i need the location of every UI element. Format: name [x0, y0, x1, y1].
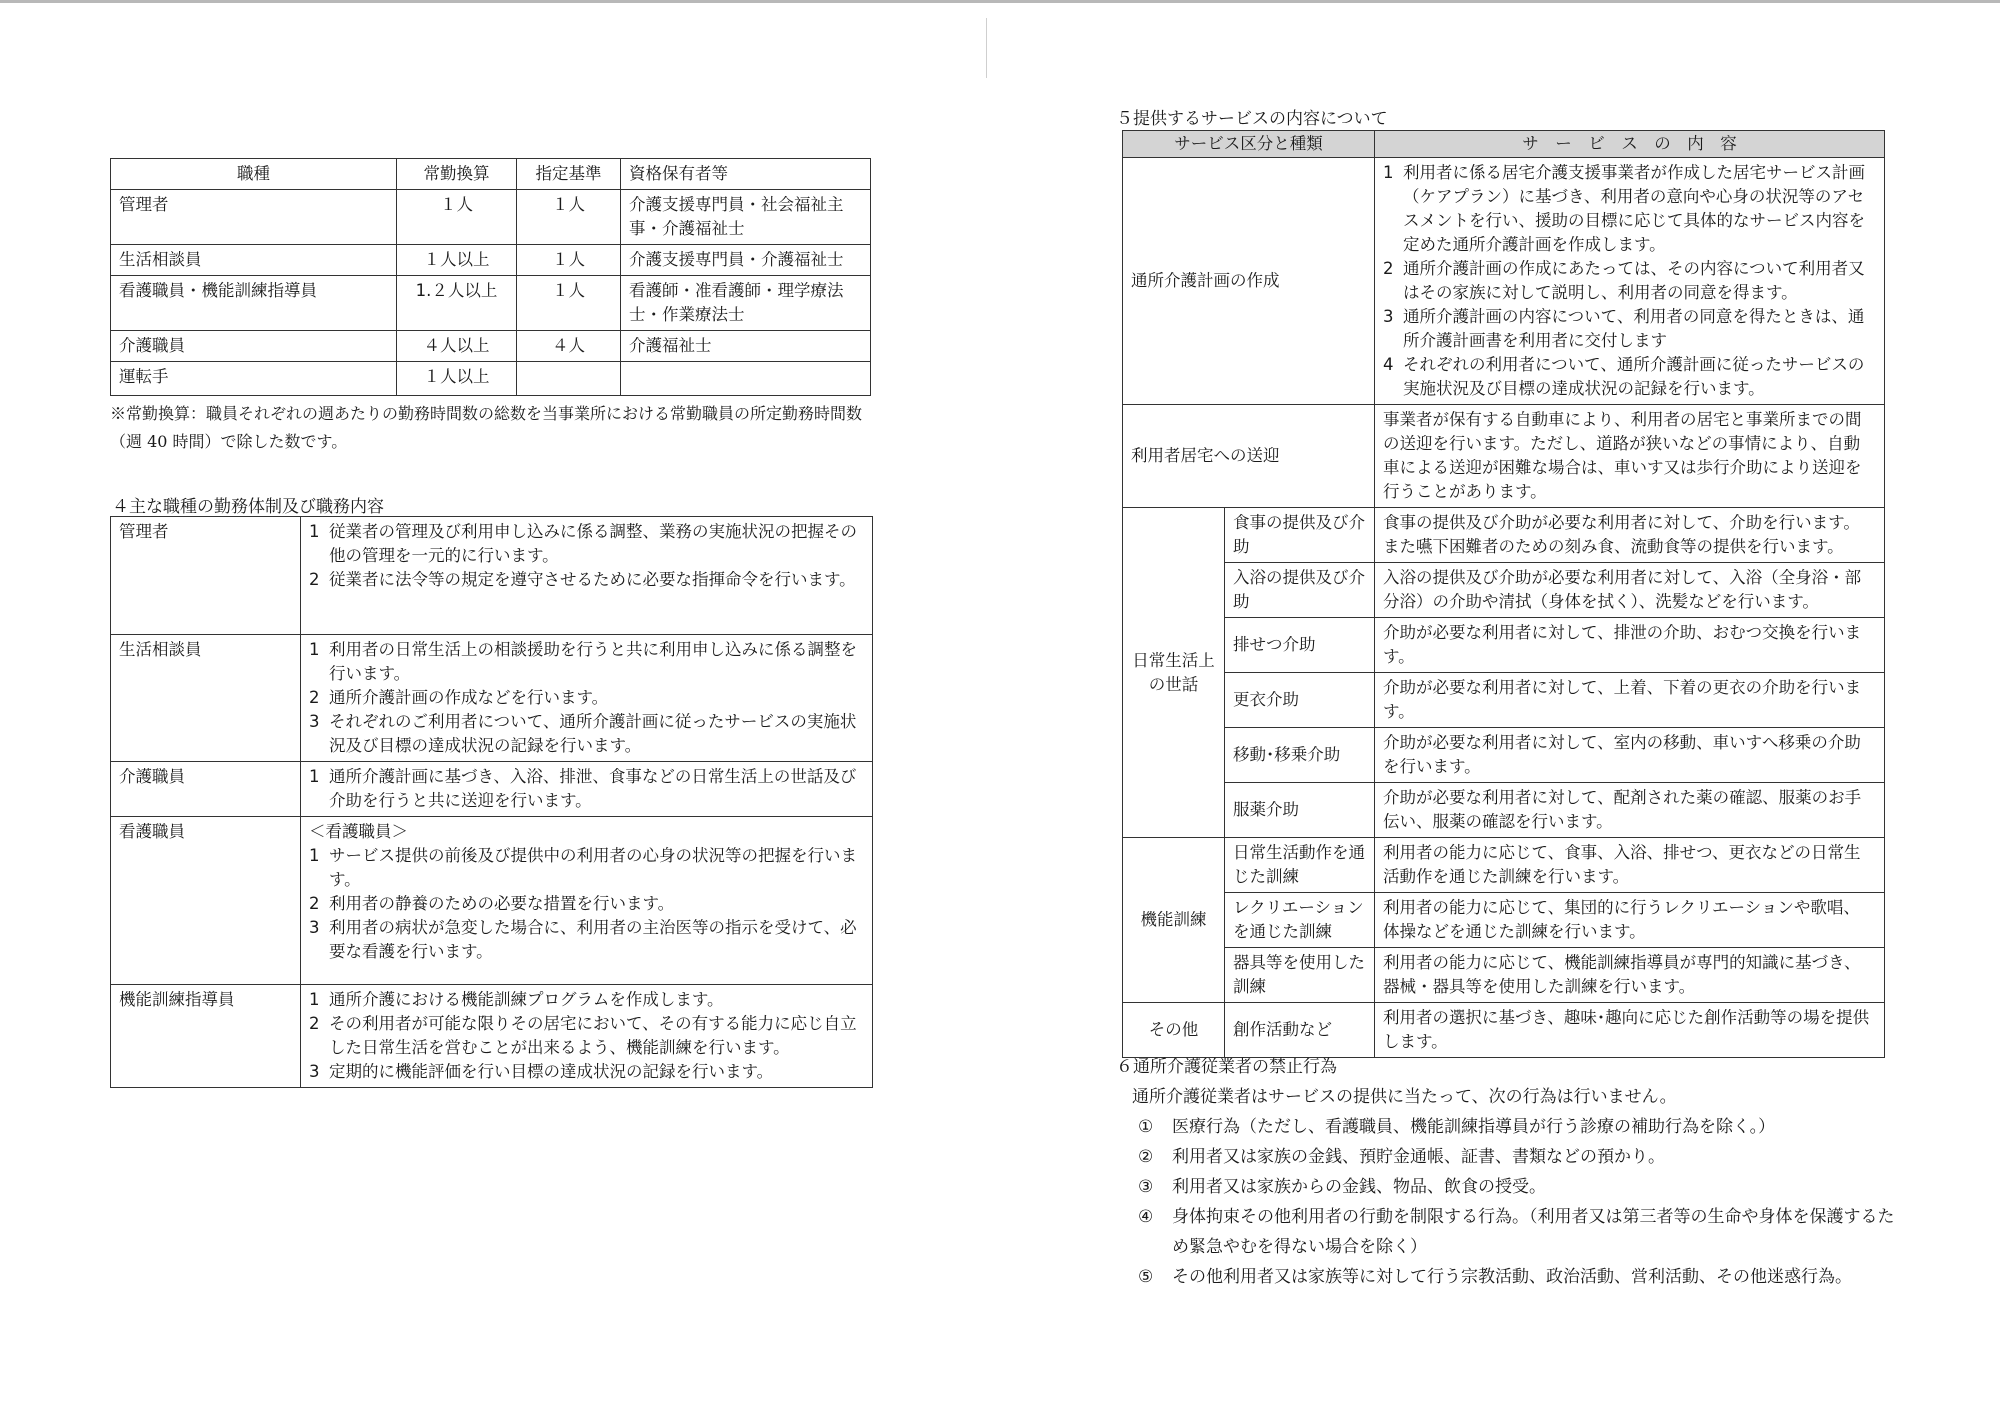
table-row [111, 362, 871, 396]
duties-table [110, 516, 873, 1088]
duty-content [301, 985, 873, 1088]
service-name: 入浴の提供及び介助 [1225, 563, 1375, 618]
other-label: その他 [1123, 1003, 1225, 1058]
service-name: 食事の提供及び介助 [1225, 508, 1375, 563]
service-content: 介助が必要な利用者に対して、排泄の介助、おむつ交換を行います。 [1375, 618, 1885, 673]
daily-care-label: 日常生活上の世話 [1123, 508, 1225, 838]
fte-cell: １人以上 [397, 245, 517, 276]
role-cell: 運転手 [111, 362, 397, 396]
transport-content: 事業者が保有する自動車により、利用者の居宅と事業所までの間の送迎を行います。ただし、道路が狭いなどの事情により、自動車による送迎が困難な場合は、車いす又は歩行介助により送迎を行うことがあります。 [1375, 405, 1885, 508]
prohibited-acts-section [1116, 1052, 1896, 1292]
service-name: 創作活動など [1225, 1003, 1375, 1058]
qualification-cell: 介護支援専門員・社会福祉主事・介護福祉士 [621, 190, 871, 245]
service-content: 介助が必要な利用者に対して、上着、下着の更衣の介助を行います。 [1375, 673, 1885, 728]
header-service-content: サ ー ビ ス の 内 容 [1375, 131, 1885, 158]
fte-cell: 1.２人以上 [397, 276, 517, 331]
table-row [1123, 618, 1885, 673]
table-row [111, 331, 871, 362]
standard-cell: ４人 [517, 331, 621, 362]
staff-table [110, 158, 871, 396]
table-row [1123, 783, 1885, 838]
role-cell: 介護職員 [111, 331, 397, 362]
fte-cell: １人 [397, 190, 517, 245]
list-item: 1 通所介護計画に基づき、入浴、排泄、食事などの日常生活上の世話及び介助を行うと共に送迎を行います。 [309, 767, 857, 810]
service-content: 利用者の能力に応じて、食事、入浴、排せつ、更衣などの日常生活動作を通じた訓練を行います。 [1375, 838, 1885, 893]
list-item: 3 定期的に機能評価を行い目標の達成状況の記録を行います。 [309, 1062, 774, 1081]
role-cell: 看護職員・機能訓練指導員 [111, 276, 397, 331]
qualification-cell [621, 362, 871, 396]
table-row [1123, 405, 1885, 508]
list-item: 2 利用者の静養のための必要な措置を行います。 [309, 894, 675, 913]
list-item: 2 通所介護計画の作成などを行います。 [309, 688, 609, 707]
standard-cell: １人 [517, 190, 621, 245]
header-qualification: 資格保有者等 [621, 159, 871, 190]
section5-title: ５提供するサービスの内容について [1116, 109, 1388, 129]
role-cell: 生活相談員 [111, 245, 397, 276]
section4-title: ４主な職種の勤務体制及び職務内容 [112, 497, 384, 517]
nurse-subheading: ＜看護職員＞ [309, 822, 408, 841]
duty-content [301, 635, 873, 762]
fte-cell: ４人以上 [397, 331, 517, 362]
role-cell: 管理者 [111, 190, 397, 245]
service-name: 日常生活動作を通じた訓練 [1225, 838, 1375, 893]
list-item: 4 それぞれの利用者について、通所介護計画に従ったサービスの実施状況及び目標の達成状況の記録を行います。 [1383, 355, 1865, 398]
standard-cell [517, 362, 621, 396]
duty-role: 看護職員 [111, 817, 301, 985]
qualification-cell: 看護師・准看護師・理学療法士・作業療法士 [621, 276, 871, 331]
list-item: 3 それぞれのご利用者について、通所介護計画に従ったサービスの実施状況及び目標の達成状況の記録を行います。 [309, 712, 857, 755]
fte-note: ※常勤換算：職員それぞれの週あたりの勤務時間数の総数を当事業所における常勤職員の所定勤務時間数（週 40 時間）で除した数です。 [110, 404, 863, 451]
table-row [111, 817, 873, 985]
table-row [1123, 563, 1885, 618]
section6-intro: 通所介護従業者はサービスの提供に当たって、次の行為は行いません。 [1132, 1087, 1677, 1107]
table-row [111, 985, 873, 1088]
service-name: 器具等を使用した訓練 [1225, 948, 1375, 1003]
service-content: 介助が必要な利用者に対して、室内の移動、車いすへ移乗の介助を行います。 [1375, 728, 1885, 783]
qualification-cell: 介護支援専門員・介護福祉士 [621, 245, 871, 276]
list-item: ① 医療行為（ただし、看護職員、機能訓練指導員が行う診療の補助行為を除く。） [1138, 1117, 1776, 1137]
header-fte: 常勤換算 [397, 159, 517, 190]
table-row [111, 635, 873, 762]
list-item: ④ 身体拘束その他利用者の行動を制限する行為。（利用者又は第三者等の生命や身体を保護するため緊急やむを得ない場合を除く） [1138, 1207, 1895, 1257]
header-standard: 指定基準 [517, 159, 621, 190]
duty-content [301, 817, 873, 985]
staff-table-header [111, 159, 871, 190]
table-row [1123, 893, 1885, 948]
services-table [1122, 130, 1885, 1058]
transport-label: 利用者居宅への送迎 [1123, 405, 1375, 508]
service-content: 介助が必要な利用者に対して、配剤された薬の確認、服薬のお手伝い、服薬の確認を行います。 [1375, 783, 1885, 838]
page-fold-line [986, 18, 987, 78]
services-header [1123, 131, 1885, 158]
service-content: 入浴の提供及び介助が必要な利用者に対して、入浴（全身浴・部分浴）の介助や清拭（身体を拭く）、洗髪などを行います。 [1375, 563, 1885, 618]
service-name: 更衣介助 [1225, 673, 1375, 728]
duty-role: 生活相談員 [111, 635, 301, 762]
header-role: 職種 [111, 159, 397, 190]
list-item: 2 その利用者が可能な限りその居宅において、その有する能力に応じ自立した日常生活を営むことが出来るよう、機能訓練を行います。 [309, 1014, 857, 1057]
service-content: 利用者の能力に応じて、集団的に行うレクリエーションや歌唱、体操などを通じた訓練を行います。 [1375, 893, 1885, 948]
list-item: 2 従業者に法令等の規定を遵守させるために必要な指揮命令を行います。 [309, 570, 856, 589]
service-name: レクリエーションを通じた訓練 [1225, 893, 1375, 948]
standard-cell: １人 [517, 276, 621, 331]
table-row [111, 762, 873, 817]
table-row [111, 190, 871, 245]
list-item: 1 サービス提供の前後及び提供中の利用者の心身の状況等の把握を行います。 [309, 846, 857, 889]
training-label: 機能訓練 [1123, 838, 1225, 1003]
table-row [1123, 158, 1885, 405]
duty-role: 介護職員 [111, 762, 301, 817]
scan-top-edge [0, 0, 2000, 3]
table-row [1123, 838, 1885, 893]
table-row [111, 276, 871, 331]
standard-cell: １人 [517, 245, 621, 276]
list-item: 1 利用者の日常生活上の相談援助を行うと共に利用申し込みに係る調整を行います。 [309, 640, 857, 683]
list-item: ② 利用者又は家族の金銭、預貯金通帳、証書、書類などの預かり。 [1138, 1147, 1665, 1167]
service-content: 利用者の能力に応じて、機能訓練指導員が専門的知識に基づき、器械・器具等を使用した訓練を行います。 [1375, 948, 1885, 1003]
list-item: ⑤ その他利用者又は家族等に対して行う宗教活動、政治活動、営利活動、その他迷惑行為。 [1138, 1267, 1852, 1287]
list-item: 1 従業者の管理及び利用申し込みに係る調整、業務の実施状況の把握その他の管理を一元的に行います。 [309, 522, 857, 565]
qualification-cell: 介護福祉士 [621, 331, 871, 362]
duty-role: 管理者 [111, 517, 301, 635]
service-name: 排せつ介助 [1225, 618, 1375, 673]
table-row [111, 517, 873, 635]
service-content: 食事の提供及び介助が必要な利用者に対して、介助を行います。また嚥下困難者のための刻み食、流動食等の提供を行います。 [1375, 508, 1885, 563]
table-row [1123, 508, 1885, 563]
duty-content [301, 762, 873, 817]
list-item: 1 利用者に係る居宅介護支援事業者が作成した居宅サービス計画（ケアプラン）に基づき、利用者の意向や心身の状況等のアセスメントを行い、援助の目標に応じて具体的なサービス内容を定めた通所介護計画を作成します。 [1383, 163, 1865, 254]
list-item: 3 通所介護計画の内容について、利用者の同意を得たときは、通所介護計画書を利用者に交付します [1383, 307, 1865, 350]
duty-content [301, 517, 873, 635]
table-row [111, 245, 871, 276]
duty-role: 機能訓練指導員 [111, 985, 301, 1088]
service-name: 服薬介助 [1225, 783, 1375, 838]
header-service-type: サービス区分と種類 [1123, 131, 1375, 158]
list-item: 1 通所介護における機能訓練プログラムを作成します。 [309, 990, 724, 1009]
table-row [1123, 673, 1885, 728]
service-content: 利用者の選択に基づき、趣味･趣向に応じた創作活動等の場を提供します。 [1375, 1003, 1885, 1058]
service-plan-content [1375, 158, 1885, 405]
service-name: 移動･移乗介助 [1225, 728, 1375, 783]
list-item: ③ 利用者又は家族からの金銭、物品、飲食の授受。 [1138, 1177, 1546, 1197]
service-plan-label: 通所介護計画の作成 [1123, 158, 1375, 405]
table-row [1123, 1003, 1885, 1058]
section6-title: ６通所介護従業者の禁止行為 [1116, 1057, 1337, 1077]
table-row [1123, 948, 1885, 1003]
list-item: 2 通所介護計画の作成にあたっては、その内容について利用者又はその家族に対して説明し、利用者の同意を得ます。 [1383, 259, 1865, 302]
table-row [1123, 728, 1885, 783]
fte-cell: １人以上 [397, 362, 517, 396]
list-item: 3 利用者の病状が急変した場合に、利用者の主治医等の指示を受けて、必要な看護を行います。 [309, 918, 857, 961]
